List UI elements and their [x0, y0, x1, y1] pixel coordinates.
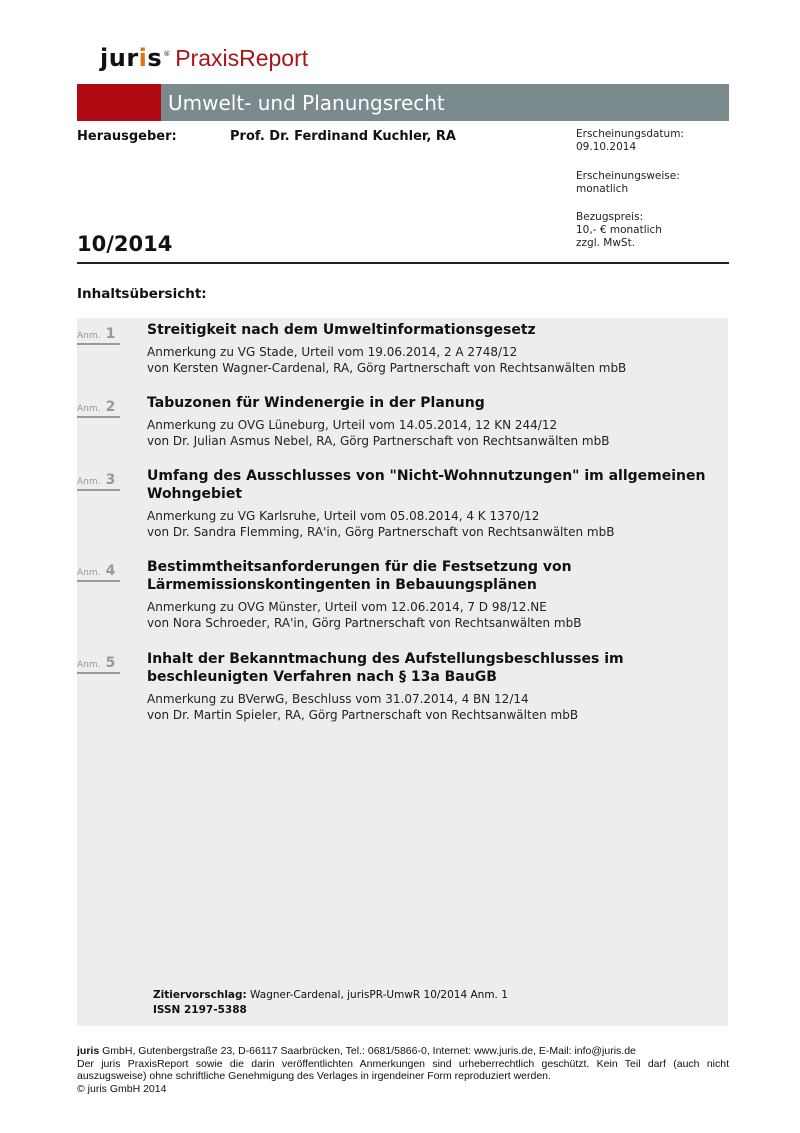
registered-mark: ® — [163, 50, 171, 58]
publication-date — [576, 128, 684, 154]
logo-juris-wordmark — [100, 44, 162, 72]
logo-juris-part: jur — [100, 44, 139, 72]
anm-label: Anm. — [77, 660, 101, 670]
anm-number: 5 — [105, 655, 116, 671]
subscription-price — [576, 211, 662, 250]
anm-number: 3 — [105, 472, 116, 488]
price-note: zzgl. MwSt. — [576, 237, 636, 249]
footer-company — [77, 1045, 729, 1058]
entry-court: Anmerkung zu BVerwG, Beschluss vom 31.07.2014, 4 BN 12/14 — [147, 692, 529, 706]
date-label: Erscheinungsdatum: — [576, 128, 684, 140]
anm-number: 2 — [105, 399, 116, 415]
entry-author: von Dr. Sandra Flemming, RA'in, Görg Partnerschaft von Rechtsanwälten mbB — [147, 525, 615, 539]
banner-red-block — [77, 84, 161, 121]
citation-suggestion — [153, 989, 508, 1001]
footer — [77, 1045, 729, 1095]
citation-text: Wagner-Cardenal, jurisPR-UmwR 10/2014 Anm. 1 — [246, 989, 508, 1001]
footer-company-name: juris — [77, 1045, 100, 1057]
issue-divider — [77, 262, 729, 264]
publisher-label: Herausgeber: — [77, 129, 177, 144]
footer-copyright-notice: Der juris PraxisReport sowie die darin veröffentlichten Anmerkungen sind urheberrechtlich geschützt. Kein Teil darf (auch nicht auszugsweise) ohne schriftliche Genehmigung des Verlages in irgendeiner Form reproduziert werden. — [77, 1057, 729, 1082]
frequency-label: Erscheinungsweise: — [576, 170, 680, 182]
entry-court: Anmerkung zu OVG Lüneburg, Urteil vom 14.05.2014, 12 KN 244/12 — [147, 418, 558, 432]
footer-contact: GmbH, Gutenbergstraße 23, D-66117 Saarbrücken, Tel.: 0681/5866-0, Internet: www.juris.de, E-Mail: info@juris.de — [99, 1045, 636, 1057]
entry-title[interactable]: Inhalt der Bekanntmachung des Aufstellungsbeschlusses im beschleunigten Verfahren nach § 13a BauGB — [147, 651, 624, 685]
frequency-value: monatlich — [576, 183, 629, 195]
entry-author: von Nora Schroeder, RA'in, Görg Partnerschaft von Rechtsanwälten mbB — [147, 616, 582, 630]
anm-label: Anm. — [77, 404, 101, 414]
publication-frequency — [576, 170, 680, 196]
date-value: 09.10.2014 — [576, 141, 637, 153]
anm-label: Anm. — [77, 568, 101, 578]
annotation-marker — [77, 560, 120, 582]
issn: ISSN 2197-5388 — [153, 1004, 247, 1016]
price-value: 10,- € monatlich — [576, 224, 662, 236]
entry-court: Anmerkung zu VG Karlsruhe, Urteil vom 05.08.2014, 4 K 1370/12 — [147, 509, 540, 523]
toc-heading: Inhaltsübersicht: — [77, 286, 207, 302]
entry-title[interactable]: Bestimmtheitsanforderungen für die Festsetzung von Lärmemissionskontingenten in Bebauungsplänen — [147, 559, 572, 593]
annotation-marker — [77, 396, 120, 418]
juris-logo — [100, 44, 308, 78]
entry-author: von Dr. Julian Asmus Nebel, RA, Görg Partnerschaft von Rechtsanwälten mbB — [147, 434, 610, 448]
anm-label: Anm. — [77, 331, 101, 341]
section-title: Umwelt- und Planungsrecht — [168, 91, 445, 115]
issue-number: 10/2014 — [77, 232, 173, 256]
annotation-marker — [77, 323, 120, 345]
footer-copyright: © juris GmbH 2014 — [77, 1082, 167, 1095]
annotation-marker — [77, 469, 120, 491]
price-label: Bezugspreis: — [576, 211, 644, 223]
publisher-name: Prof. Dr. Ferdinand Kuchler, RA — [230, 129, 456, 144]
anm-number: 1 — [105, 326, 116, 342]
entry-court: Anmerkung zu VG Stade, Urteil vom 19.06.2014, 2 A 2748/12 — [147, 345, 518, 359]
anm-label: Anm. — [77, 477, 101, 487]
entry-title[interactable]: Streitigkeit nach dem Umweltinformationsgesetz — [147, 322, 536, 338]
logo-product-name: PraxisReport — [175, 45, 309, 71]
annotation-marker — [77, 652, 120, 674]
logo-juris-i: i — [138, 44, 148, 72]
logo-juris-part: s — [147, 44, 163, 72]
entry-title[interactable]: Tabuzonen für Windenergie in der Planung — [147, 395, 485, 411]
entry-title[interactable]: Umfang des Ausschlusses von "Nicht-Wohnnutzungen" im allgemeinen Wohngebiet — [147, 468, 706, 502]
entry-court: Anmerkung zu OVG Münster, Urteil vom 12.06.2014, 7 D 98/12.NE — [147, 600, 547, 614]
entry-author: von Dr. Martin Spieler, RA, Görg Partnerschaft von Rechtsanwälten mbB — [147, 708, 579, 722]
citation-label: Zitiervorschlag: — [153, 989, 247, 1001]
entry-author: von Kersten Wagner-Cardenal, RA, Görg Partnerschaft von Rechtsanwälten mbB — [147, 361, 627, 375]
anm-number: 4 — [105, 563, 116, 579]
